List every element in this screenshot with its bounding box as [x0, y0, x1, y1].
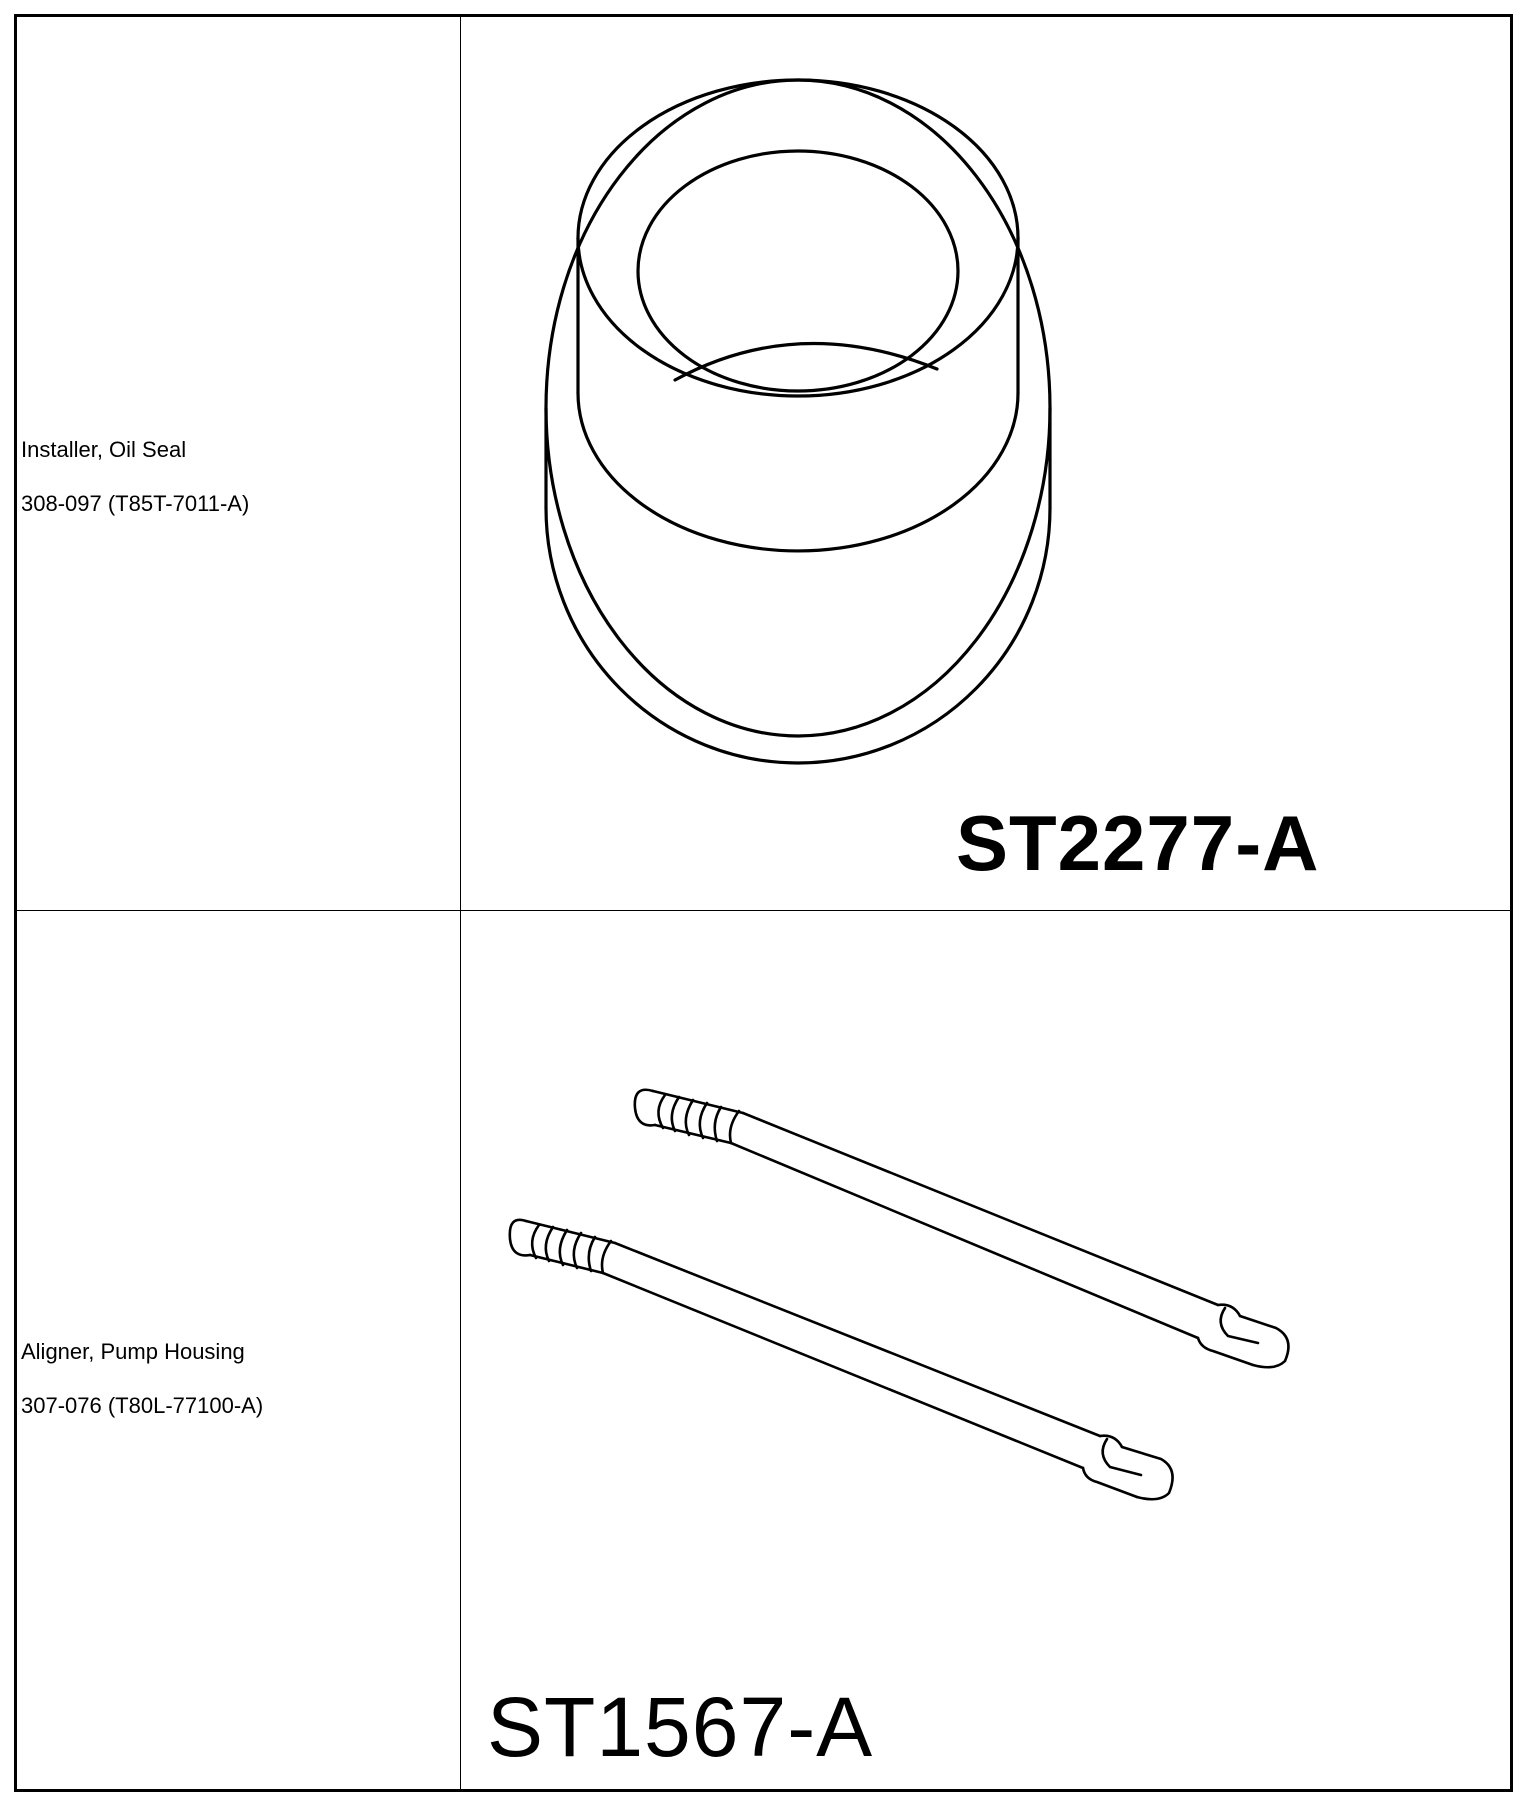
oil-seal-installer-icon: [461, 17, 1510, 907]
tool-name: Installer, Oil Seal: [21, 437, 187, 462]
tool-illustration-cell: [461, 911, 1510, 1789]
special-tools-table: [14, 14, 1513, 1792]
tool-description-cell: [17, 17, 461, 910]
illustration-code: ST2277-A: [956, 799, 1320, 887]
illustration-code: ST1567-A: [487, 1680, 874, 1774]
tool-number: 307-076 (T80L-77100-A): [21, 1393, 264, 1418]
table-row: [17, 911, 1510, 1789]
tool-name: Aligner, Pump Housing: [21, 1339, 245, 1364]
tool-illustration-cell: [461, 17, 1510, 910]
table-row: [17, 17, 1510, 911]
tool-description-cell: [17, 911, 461, 1789]
pump-housing-aligner-pins-icon: [461, 911, 1510, 1787]
tool-number: 308-097 (T85T-7011-A): [21, 491, 250, 516]
